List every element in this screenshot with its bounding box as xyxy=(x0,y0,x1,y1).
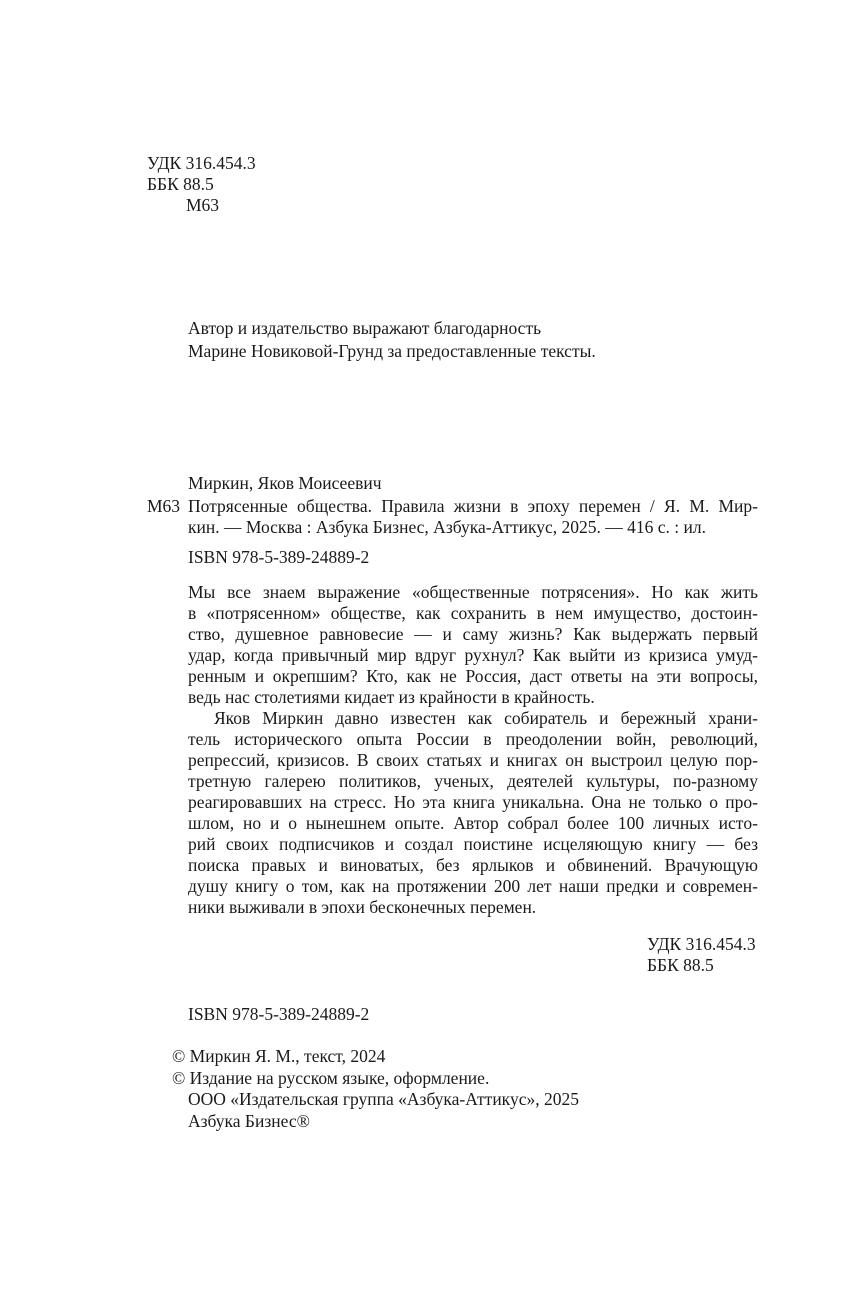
catalog-mark: М63 xyxy=(147,496,181,516)
annotation-paragraph-1 xyxy=(188,582,758,708)
annotation-line: ники выживали в эпохи бесконечных перемен. xyxy=(188,897,537,917)
udk-code: УДК 316.454.3 xyxy=(147,153,256,173)
annotation-line: рий своих подписчиков и создал поистине исцеляющую книгу — без xyxy=(188,834,758,854)
annotation xyxy=(188,582,758,918)
copyright-line-3: ООО «Издательская группа «Азбука-Аттикус», 2025 xyxy=(188,1089,579,1109)
catalog-author: Миркин, Яков Моисеевич xyxy=(188,473,382,493)
acknowledgement-line-1: Автор и издательство выражают благодарность xyxy=(188,318,542,338)
bbk-code: ББК 88.5 xyxy=(147,174,214,194)
annotation-line: шлом, но и о нынешнем опыте. Автор собрал более 100 личных истo- xyxy=(188,813,758,833)
acknowledgement-line-2: Марине Новиковой-Грунд за предоставленные тексты. xyxy=(188,341,596,361)
catalog-title xyxy=(188,496,758,538)
annotation-line: удар, когда привычный мир вдруг рухнул? Как выйти из кризиса умуд- xyxy=(188,645,758,665)
footer-bbk-code: ББК 88.5 xyxy=(647,955,714,975)
annotation-line: репрессий, кризисов. В своих статьях и книгах он выстроил целую пор- xyxy=(188,750,758,770)
annotation-line: третную галерею политиков, ученых, деятелей культуры, по-разному xyxy=(188,771,758,791)
annotation-line: душу книгу о том, как на протяжении 200 лет наши предки и современ- xyxy=(188,876,758,896)
copyright-line-4: Азбука Бизнес® xyxy=(188,1111,310,1131)
annotation-line: тель исторического опыта России в преодолении войн, революций, xyxy=(188,729,758,749)
author-mark: М63 xyxy=(186,195,220,215)
annotation-line: Яков Миркин давно известен как собиратель и бережный храни- xyxy=(214,708,758,728)
annotation-line: ство, душевное равновесие — и саму жизнь? Как выдержать первый xyxy=(188,624,758,644)
annotation-line: в «потрясенном» обществе, как сохранить в нем имущество, достоин- xyxy=(188,603,758,623)
copyright-line-2: © Издание на русском языке, оформление. xyxy=(172,1068,490,1088)
copyright-line-1: © Миркин Я. М., текст, 2024 xyxy=(172,1046,386,1066)
catalog-isbn: ISBN 978-5-389-24889-2 xyxy=(188,547,370,567)
catalog-title-line: кин. — Москва : Азбука Бизнес, Азбука-Аттикус, 2025. — 416 с. : ил. xyxy=(188,517,706,537)
annotation-paragraph-2 xyxy=(188,708,758,918)
footer-udk-code: УДК 316.454.3 xyxy=(647,934,756,954)
annotation-line: поиска правых и виноватых, без ярлыков и обвинений. Врачующую xyxy=(188,855,758,875)
annotation-line: ренным и окрепшим? Кто, как не Россия, даст ответы на эти вопросы, xyxy=(188,666,758,686)
annotation-line: Мы все знаем выражение «общественные потрясения». Но как жить xyxy=(188,582,758,602)
isbn: ISBN 978-5-389-24889-2 xyxy=(188,1004,370,1024)
annotation-line: ведь нас столетиями кидает из крайности в крайность. xyxy=(188,687,595,707)
annotation-line: реагировавших на стресс. Но эта книга уникальна. Она не только о про- xyxy=(188,792,758,812)
catalog-title-line: Потрясенные общества. Правила жизни в эпоху перемен / Я. М. Мир- xyxy=(188,496,758,516)
